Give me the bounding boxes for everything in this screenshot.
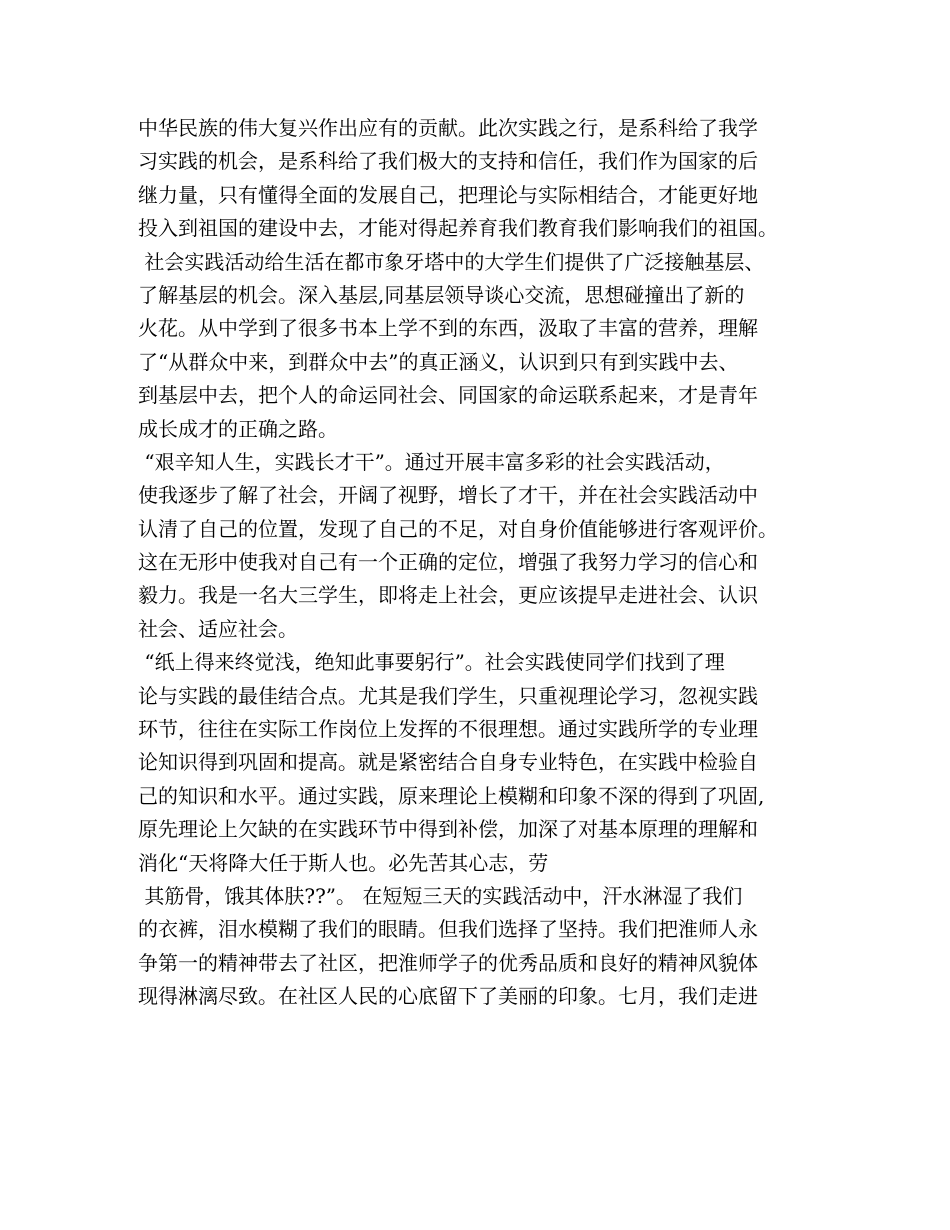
- text-line: 到基层中去，把个人的命运同社会、同国家的命运联系起来，才是青年: [138, 383, 758, 408]
- text-line: 论与实践的最佳结合点。尤其是我们学生，只重视理论学习，忽视实践: [138, 683, 758, 708]
- text-line: 消化“天将降大任于斯人也。必先苦其心志，劳: [138, 850, 549, 875]
- text-line: 这在无形中使我对自己有一个正确的定位，增强了我努力学习的信心和: [138, 550, 758, 575]
- text-line: 己的知识和水平。通过实践，原来理论上模糊和印象不深的得到了巩固,: [138, 783, 765, 808]
- text-line: 环节，往往在实际工作岗位上发挥的不很理想。通过实践所学的专业理: [138, 717, 758, 742]
- text-line: 投入到祖国的建设中去，才能对得起养育我们教育我们影响我们的祖国。: [138, 216, 778, 241]
- text-line: 成长成才的正确之路。: [138, 416, 338, 441]
- text-line: 原先理论上欠缺的在实践环节中得到补偿，加深了对基本原理的理解和: [138, 817, 758, 842]
- text-line: 使我逐步了解了社会，开阔了视野，增长了才干，并在社会实践活动中: [138, 483, 758, 508]
- text-line: 现得淋漓尽致。在社区人民的心底留下了美丽的印象。七月，我们走进: [138, 984, 758, 1009]
- text-line: 习实践的机会，是系科给了我们极大的支持和信任，我们作为国家的后: [138, 149, 758, 174]
- text-line: 继力量，只有懂得全面的发展自己，把理论与实际相结合，才能更好地: [138, 182, 758, 207]
- text-line: “纸上得来终觉浅，绝知此事要躬行”。社会实践使同学们找到了理: [138, 650, 725, 675]
- text-line: 了解基层的机会。深入基层,同基层领导谈心交流，思想碰撞出了新的: [138, 282, 745, 307]
- body-text: [138, 112, 828, 1014]
- text-line: 中华民族的伟大复兴作出应有的贡献。此次实践之行，是系科给了我学: [138, 116, 758, 140]
- text-line: 社会实践活动给生活在都市象牙塔中的大学生们提供了广泛接触基层、: [138, 249, 765, 274]
- text-line: 认清了自己的位置，发现了自己的不足，对自身价值能够进行客观评价。: [138, 516, 778, 541]
- text-line: 社会、适应社会。: [138, 616, 298, 641]
- text-line: 火花。从中学到了很多书本上学不到的东西，汲取了丰富的营养，理解: [138, 316, 758, 341]
- text-line: 其筋骨，饿其体肤??”。 在短短三天的实践活动中，汗水淋湿了我们: [138, 883, 743, 908]
- text-line: 毅力。我是一名大三学生，即将走上社会，更应该提早走进社会、认识: [138, 583, 758, 608]
- text-line: 论知识得到巩固和提高。就是紧密结合自身专业特色，在实践中检验自: [138, 750, 758, 775]
- text-line: 争第一的精神带去了社区，把淮师学子的优秀品质和良好的精神风貌体: [138, 950, 758, 975]
- text-line: 的衣裤，泪水模糊了我们的眼睛。但我们选择了坚持。我们把淮师人永: [138, 917, 758, 942]
- text-line: “艰辛知人生，实践长才干”。通过开展丰富多彩的社会实践活动，: [138, 449, 725, 474]
- text-line: 了“从群众中来，到群众中去”的真正涵义，认识到只有到实践中去、: [138, 349, 739, 374]
